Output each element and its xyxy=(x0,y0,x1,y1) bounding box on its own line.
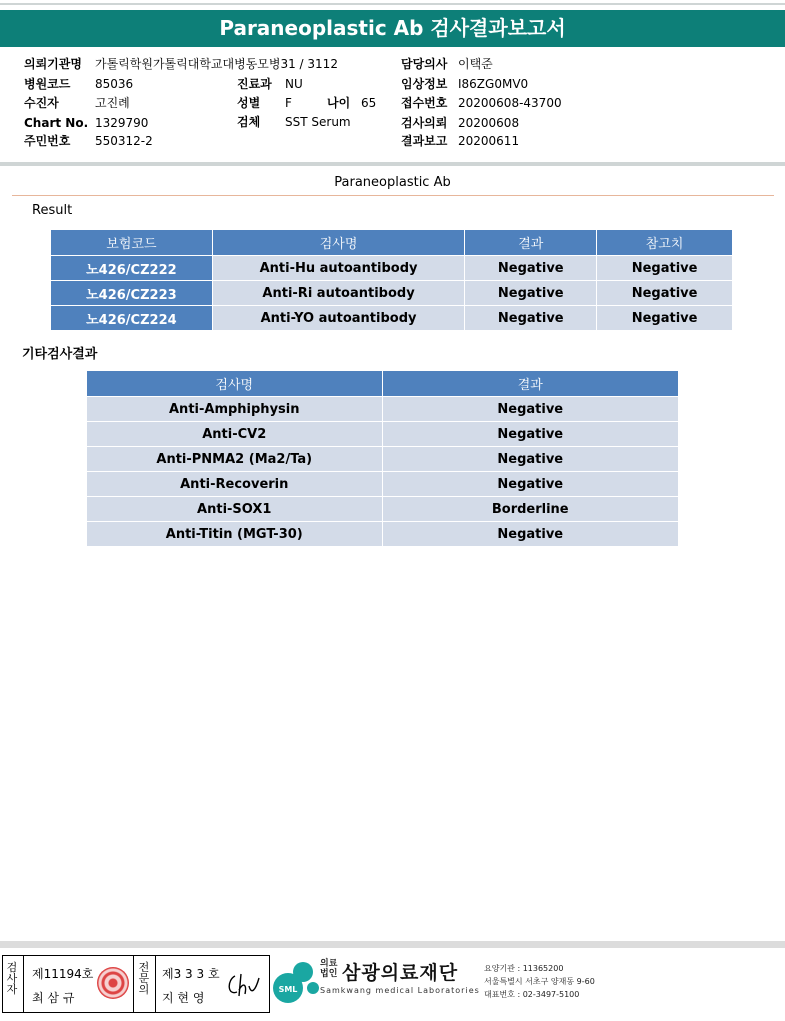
table-row xyxy=(87,472,679,497)
test-result: Negative xyxy=(465,281,597,306)
doctor-role-label: 전문의 xyxy=(138,961,150,996)
hosp-code-label: 병원코드 xyxy=(24,77,71,91)
col-header-test: 검사명 xyxy=(87,371,383,397)
receipt-label: 접수번호 xyxy=(401,96,448,110)
sig-divider xyxy=(133,956,134,1012)
specimen-value: SST Serum xyxy=(285,115,351,129)
other-table-header xyxy=(87,371,679,397)
test-result: Negative xyxy=(465,256,597,281)
sex-value: F xyxy=(285,96,292,110)
table-row xyxy=(87,497,679,522)
test-result: Negative xyxy=(382,422,678,447)
report-date-value: 20200611 xyxy=(458,134,520,148)
company-address: 서울특별시 서초구 양재동 9-60 xyxy=(484,977,595,986)
col-header-test: 검사명 xyxy=(212,230,465,256)
dept-label: 진료과 xyxy=(237,77,272,91)
reference-value: Negative xyxy=(597,256,733,281)
clinical-label: 임상정보 xyxy=(401,77,448,91)
test-result: Negative xyxy=(382,397,678,422)
age-label: 나이 xyxy=(327,96,351,110)
seal-stamp-icon xyxy=(97,967,129,999)
insurance-code: 노426/CZ223 xyxy=(51,281,213,306)
test-result: Borderline xyxy=(382,497,678,522)
table-row xyxy=(51,306,733,331)
logo-badge-text: SML xyxy=(278,985,298,994)
chart-value: 1329790 xyxy=(95,116,149,130)
result-table xyxy=(50,229,733,331)
clinical-value: I86ZG0MV0 xyxy=(458,77,529,91)
test-name: Anti-Recoverin xyxy=(87,472,383,497)
table-row xyxy=(51,256,733,281)
insurance-code: 노426/CZ222 xyxy=(51,256,213,281)
table-row xyxy=(51,281,733,306)
request-value: 20200608 xyxy=(458,116,520,130)
brand-english-name: Samkwang medical Laboratories xyxy=(320,986,480,995)
company-contact xyxy=(484,962,595,1001)
request-label: 검사의뢰 xyxy=(401,116,448,130)
other-results-table xyxy=(86,370,679,547)
brand-prefix xyxy=(320,959,337,979)
institution-value: 가톨릭학원가톨릭대학교대병동모병31 / 3112 xyxy=(95,57,338,71)
doctor-label: 담당의사 xyxy=(401,57,448,71)
company-logo-icon xyxy=(272,958,320,1004)
hosp-code-value: 85036 xyxy=(95,77,134,91)
test-name: Anti-Ri autoantibody xyxy=(212,281,465,306)
section-divider xyxy=(0,162,785,166)
report-title: Paraneoplastic Ab 검사결과보고서 xyxy=(219,16,566,40)
table-row xyxy=(87,522,679,547)
brand-prefix-2: 법인 xyxy=(320,969,338,979)
examiner-license: 제11194호 xyxy=(32,967,94,981)
sig-divider xyxy=(23,956,24,1012)
table-row xyxy=(87,447,679,472)
report-date-label: 결과보고 xyxy=(401,134,448,148)
report-title-bar xyxy=(0,10,785,47)
test-name: Anti-Hu autoantibody xyxy=(212,256,465,281)
sex-label: 성별 xyxy=(237,96,261,110)
footer-divider xyxy=(0,941,785,948)
doctor-value: 이택준 xyxy=(458,57,493,71)
brand-name: 삼광의료재단 xyxy=(342,962,459,984)
test-name: Anti-CV2 xyxy=(87,422,383,447)
test-name: Anti-SOX1 xyxy=(87,497,383,522)
col-header-reference: 참고치 xyxy=(597,230,733,256)
sig-divider xyxy=(155,956,156,1012)
section-title: Paraneoplastic Ab xyxy=(334,175,451,190)
insurance-code: 노426/CZ224 xyxy=(51,306,213,331)
examiner-role-label: 검사자 xyxy=(6,961,18,996)
col-header-result: 결과 xyxy=(465,230,597,256)
receipt-value: 20200608-43700 xyxy=(458,96,562,110)
patient-label: 수진자 xyxy=(24,96,59,110)
doctor-license: 제3 3 3 호 xyxy=(162,967,220,981)
test-name: Anti-Titin (MGT-30) xyxy=(87,522,383,547)
test-result: Negative xyxy=(465,306,597,331)
dept-value: NU xyxy=(285,77,303,91)
examiner-name: 최 삼 규 xyxy=(32,991,75,1005)
id-label: 주민번호 xyxy=(24,134,71,148)
signature-box xyxy=(2,955,270,1013)
specimen-label: 검체 xyxy=(237,115,261,129)
result-table-header xyxy=(51,230,733,256)
test-result: Negative xyxy=(382,447,678,472)
doctor-name: 지 현 영 xyxy=(162,991,205,1005)
patient-value: 고진례 xyxy=(95,96,130,110)
table-row xyxy=(87,397,679,422)
institution-label: 의뢰기관명 xyxy=(24,57,82,71)
institution-code: 요양기관 : 11365200 xyxy=(484,964,564,973)
section-underline xyxy=(12,195,774,196)
test-result: Negative xyxy=(382,472,678,497)
chart-label: Chart No. xyxy=(24,116,89,130)
reference-value: Negative xyxy=(597,281,733,306)
col-header-result: 결과 xyxy=(382,371,678,397)
other-results-label: 기타검사결과 xyxy=(22,347,98,362)
test-name: Anti-PNMA2 (Ma2/Ta) xyxy=(87,447,383,472)
result-label: Result xyxy=(32,203,73,218)
signature-icon xyxy=(225,970,263,1000)
reference-value: Negative xyxy=(597,306,733,331)
test-result: Negative xyxy=(382,522,678,547)
col-header-code: 보험코드 xyxy=(51,230,213,256)
top-border-line xyxy=(0,3,785,5)
age-value: 65 xyxy=(361,96,377,110)
company-phone: 대표번호 : 02-3497-5100 xyxy=(484,990,580,999)
id-value: 550312-2 xyxy=(95,134,153,148)
test-name: Anti-Amphiphysin xyxy=(87,397,383,422)
test-name: Anti-YO autoantibody xyxy=(212,306,465,331)
table-row xyxy=(87,422,679,447)
brand-prefix-1: 의료 xyxy=(320,959,338,969)
